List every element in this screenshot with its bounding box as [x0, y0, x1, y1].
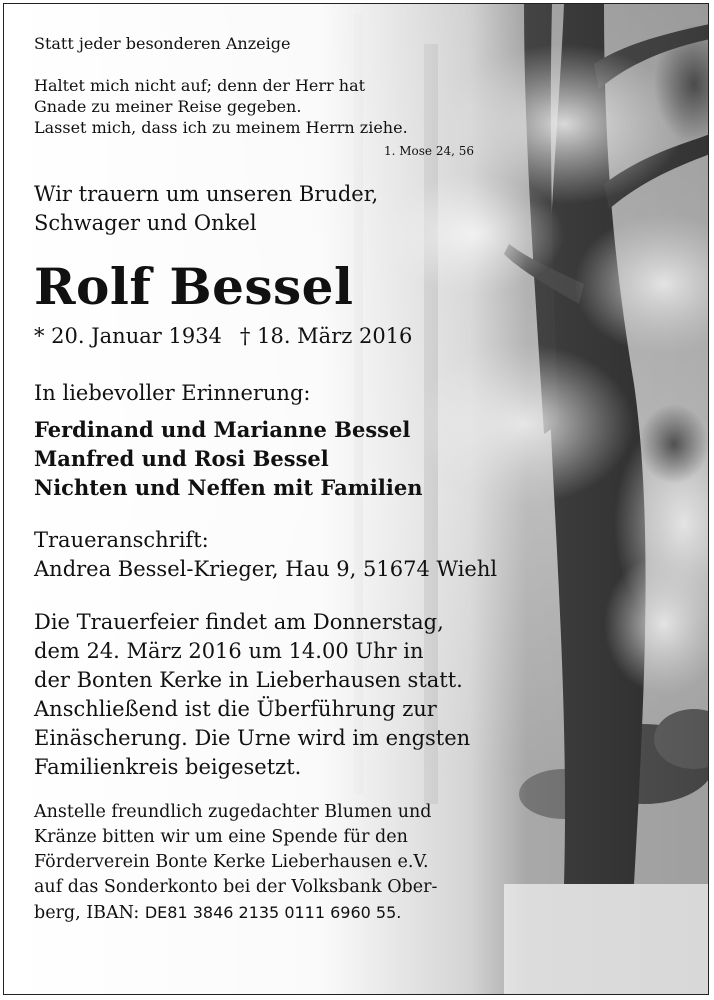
death-date: † 18. März 2016	[239, 324, 413, 348]
quote-line: Lasset mich, dass ich zu meinem Herrn ziehe.	[34, 118, 408, 137]
service-line: der Bonten Kerke in Lieberhausen statt.	[34, 668, 463, 692]
service-line: Familienkreis beigesetzt.	[34, 755, 302, 779]
birth-date: * 20. Januar 1934	[34, 324, 222, 348]
mourning-line: Schwager und Onkel	[34, 211, 257, 235]
obituary-text	[34, 34, 504, 926]
mourning-statement	[34, 180, 504, 238]
family-member: Ferdinand und Marianne Bessel	[34, 417, 411, 442]
donation-line: auf das Sonderkonto bei der Volksbank Ober-	[34, 877, 438, 897]
service-line: Die Trauerfeier findet am Donnerstag,	[34, 610, 444, 634]
mourning-line: Wir trauern um unseren Bruder,	[34, 182, 379, 206]
memory-heading: In liebevoller Erinnerung:	[34, 381, 311, 405]
donation-line: Förderverein Bonte Kerke Lieberhausen e.V.	[34, 852, 429, 872]
bible-quote	[34, 75, 504, 138]
service-line: Anschließend ist die Überführung zur	[34, 697, 437, 721]
iban-prefix: berg, IBAN:	[34, 903, 140, 923]
deceased-name: Rolf Bessel	[34, 257, 354, 316]
service-line: dem 24. März 2016 um 14.00 Uhr in	[34, 639, 424, 663]
intro-line: Statt jeder besonderen Anzeige	[34, 34, 291, 53]
life-dates	[34, 324, 504, 348]
address-value: Andrea Bessel-Krieger, Hau 9, 51674 Wiehl	[34, 557, 498, 581]
iban-number: DE81 3846 2135 0111 6960 55.	[144, 903, 402, 922]
family-list	[34, 415, 504, 502]
family-member: Manfred und Rosi Bessel	[34, 446, 329, 471]
quote-line: Haltet mich nicht auf; denn der Herr hat	[34, 76, 366, 95]
mourning-address	[34, 526, 504, 584]
quote-reference: 1. Mose 24, 56	[383, 144, 474, 158]
donation-line: Anstelle freundlich zugedachter Blumen und	[34, 802, 432, 822]
family-member: Nichten und Neffen mit Familien	[34, 475, 423, 500]
obituary-card	[3, 3, 709, 995]
quote-line: Gnade zu meiner Reise gegeben.	[34, 97, 302, 116]
service-line: Einäscherung. Die Urne wird im engsten	[34, 726, 471, 750]
address-label: Traueranschrift:	[34, 528, 209, 552]
donation-request	[34, 800, 504, 926]
funeral-service	[34, 608, 504, 782]
iban-line	[34, 900, 504, 926]
donation-line: Kränze bitten wir um eine Spende für den	[34, 827, 408, 847]
